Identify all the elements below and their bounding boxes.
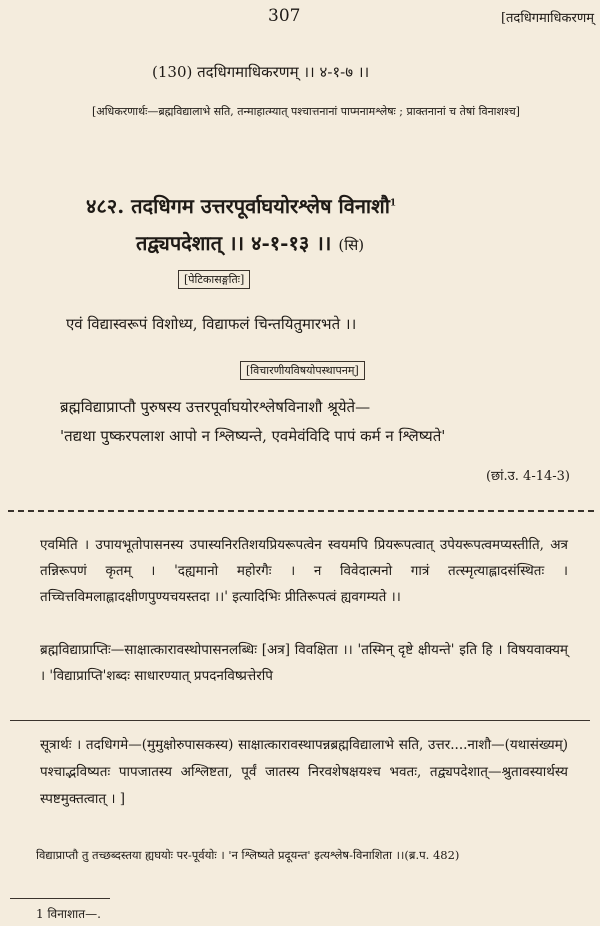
verse-summary: विद्याप्राप्तौ तु तच्छब्दस्तया ह्यघयोः पर-पूर्वयोः । 'न श्लिष्यते प्रदूयन्त' इत्यश्लेष-विनाशिता ।।(ब्र.प. 482) xyxy=(36,848,460,862)
sutra-ref: (सि) xyxy=(338,236,365,254)
box-label-petika: [पेटिकासङ्गतिः] xyxy=(178,270,250,289)
citation: (छां.उ. 4-14-3) xyxy=(485,469,570,484)
text-line-3: 'तद्यथा पुष्करपलाश आपो न श्लिष्यन्ते, एवमेवंविदि पापं कर्म न श्लिष्यते' xyxy=(60,427,446,445)
running-title: [तदधिगमाधिकरणम् xyxy=(500,11,594,26)
text-line-2: ब्रह्मविद्याप्राप्तौ पुरुषस्य उत्तरपूर्वाघयोरश्लेषविनाशौ श्रूयेते— xyxy=(60,398,371,416)
sutra-line-1-text: ४८२. तदधिगम उत्तरपूर्वाघयोरश्लेष विनाशौ xyxy=(86,194,390,218)
rule-divider xyxy=(10,720,590,721)
box-label-vishaya: [विचारणीयविषयोपस्थापनम्] xyxy=(240,361,365,380)
text-line-1: एवं विद्यास्वरूपं विशोध्य, विद्याफलं चिन्तयितुमारभते ।। xyxy=(66,315,357,333)
section-heading: (130) तदधिगमाधिकरणम् ।। ४-१-७ ।। xyxy=(152,63,370,81)
adhikarana-note: [अधिकरणार्थः—ब्रह्मविद्यालाभे सति, तन्माहात्म्यात् पश्चात्तनानां पाप्मनामश्लेषः ; प्राक्तनानां च तेषां विनाशश्च] xyxy=(92,105,520,118)
footnote: 1 विनाशात—. xyxy=(36,907,101,921)
commentary-paragraph-1: एवमिति । उपायभूतोपासनस्य उपास्यनिरतिशयप्रियरूपत्वेन स्वयमपि प्रियरूपत्वात् उपेयरूपत्वमप्यस्तीति, अत्र तन्निरूपणं कृतम् । 'दह्यमानो महोरगैः । न विवेदात्मनो गात्रं तत्स्मृत्याह्लादसंस्थितः । तच्चित्तविमलाह्लादक्षीणपुण्यचयस्तदा ।।' इत्यादिभिः प्रीतिरूपत्वं ह्यवगम्यते ।। xyxy=(40,537,568,605)
dashed-divider xyxy=(8,510,594,512)
commentary-paragraph-2: ब्रह्मविद्याप्राप्तिः—साक्षात्कारावस्थोपासनलब्धिः [अत्र] विवक्षिता ।। 'तस्मिन् दृष्टे क्षीयन्ते' इति हि । विषयवाक्यम् । 'विद्याप्राप्ति'शब्दः साधारण्यात् प्रपदनविष्प्रत्तेरपि xyxy=(40,642,568,684)
sutra-line-2-text: तद्व्यपदेशात् ।। ४-१-१३ ।। xyxy=(136,231,332,255)
sutra-line-1 xyxy=(86,192,396,219)
footnote-marker: 1 xyxy=(389,198,397,209)
sutra-line-2 xyxy=(136,229,364,256)
sutrartha-paragraph: सूत्रार्थः । तदधिगमे—(मुमुक्षोरुपासकस्य) साक्षात्कारावस्थापन्नब्रह्मविद्यालाभे सति, उत्तर....नाशौ—(यथासंख्यम्) पश्चाद्भविष्यतः पापजातस्य अश्लिष्टता, पूर्वं जातस्य निरवशेषक्षयश्च भवतः, तद्व्यपदेशात्—श्रुतावस्यार्थस्य स्पष्टमुक्तत्वात् । ] xyxy=(40,737,568,807)
page-number: 307 xyxy=(268,6,301,26)
footnote-rule xyxy=(10,898,110,899)
